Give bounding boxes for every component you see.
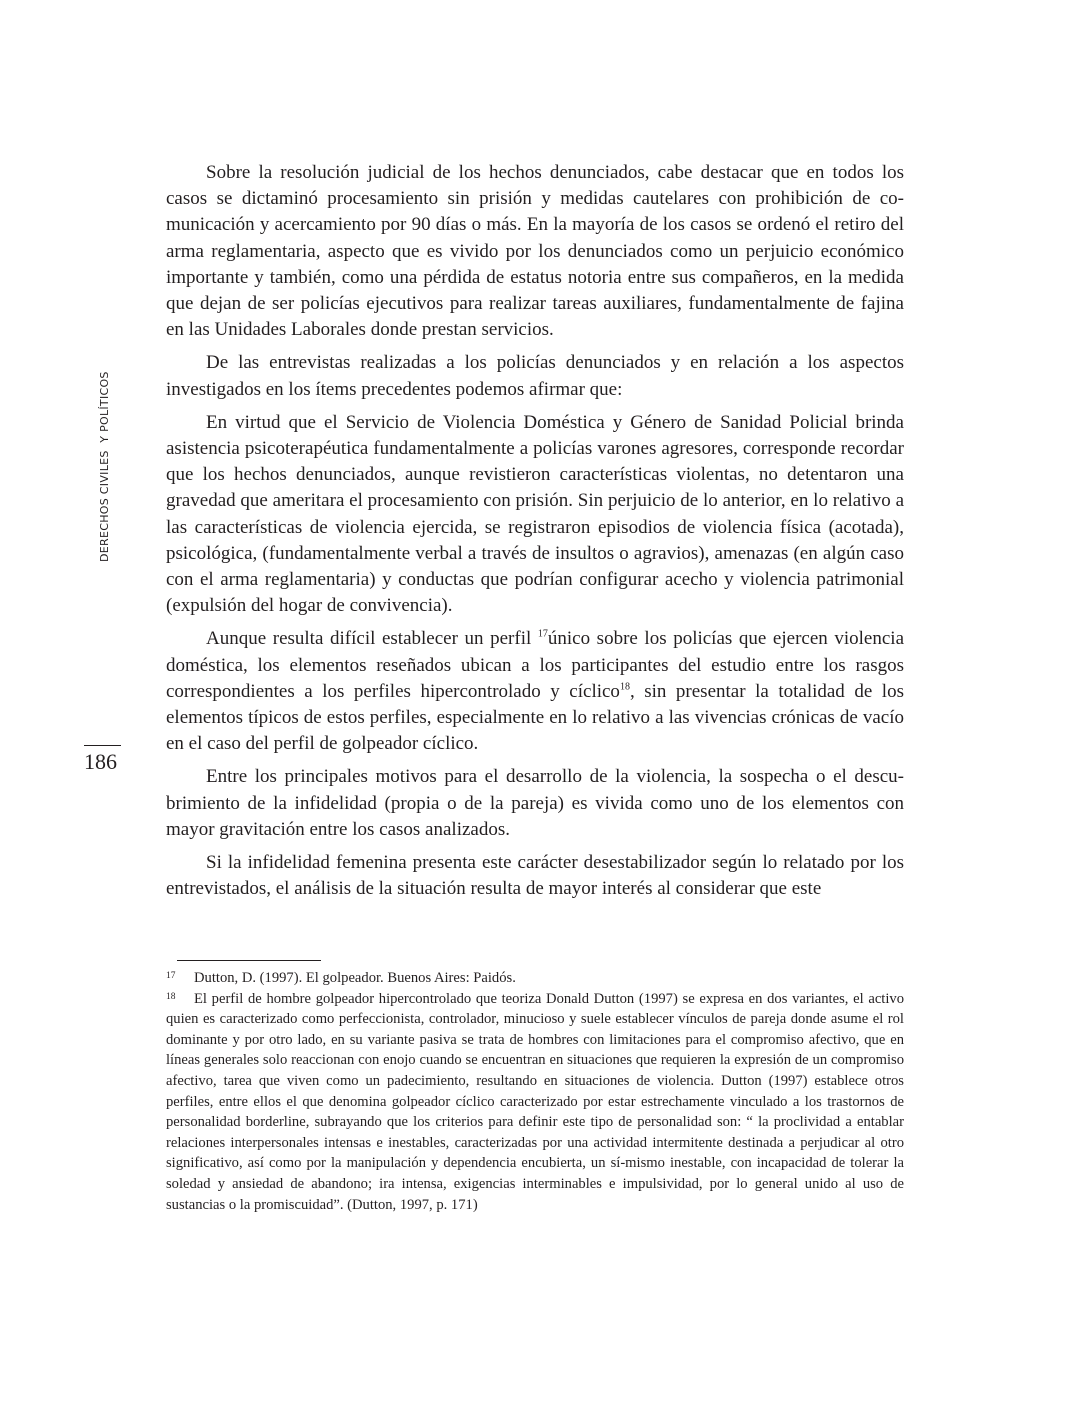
page-number: 186 (84, 749, 117, 774)
running-section-title: DERECHOS CIVILES Y POLÍTICOS (98, 371, 111, 562)
paragraph-resolucion-judicial: Sobre la resolución judicial de los hechos denunciados, cabe destacar que en todos los casos se dictaminó procesamiento sin prisión y medidas cautelares con prohibición de comunicación y acercamiento por 90 días o más. En la mayoría de los casos se ordenó el retiro del arma reglamentaria, aspecto que es vivido por los denunciados como un perjuicio económico importante y también, como una pérdida de estatus notoria entre sus compañeros, en la medida que dejan de ser policías ejecutivos para realizar tareas auxiliares, fundamentalmente de fajina en las Unidades Laborales donde prestan servicios. (166, 162, 904, 341)
footnote-text: Dutton, D. (1997). El golpeador. Buenos Aires: Paidós. (194, 970, 516, 986)
paragraph-entrevistas: De las entrevistas realizadas a los policías denunciados y en relación a los aspectos investigados en los ítems precedentes podemos afirmar que: (166, 352, 904, 400)
footnote-number: 17 (166, 971, 176, 981)
footnote-17 (166, 968, 904, 989)
body-text (166, 160, 904, 909)
footnote-number: 18 (166, 991, 176, 1002)
footnote-text: El perfil de hombre golpeador hipercontrolado que teoriza Donald Dutton (1997) se expresa en dos variantes, el activo quien es caracterizado como perfeccionista, controlador, minucioso y suele establecer vínculos de pareja donde asume el rol dominante y por otro lado, en su variante pasiva se trata de hombres con limitaciones para el compromiso afectivo, que en líneas generales solo reaccionan con enojo cuando se encuentran en situaciones que requieren la expresión de un compromiso afectivo, tarea que viven como un padecimiento, resultando en situaciones de violencia. Dutton (1997) establece otros perfiles, entre ellos el que denomina golpeador cíclico caracterizado por estar estrechamente vinculado a los trastornos de personalidad borderline, subrayando que los criterios para definir este tipo de personalidad son: “ la proclividad a entablar relaciones interpersonales intensas e inestables, caracterizadas por una actividad intermitente destinada a perjudicar al otro significativo, así como por la manipulación y dependencia encubierta, un sí-mismo inestable, con incapacidad de tolerar la soledad y ansiedad de abandono; ira intensa, exigencias interminables e impulsividad, por lo general unido al uso de sustancias o la promiscuidad”. (Dutton, 1997, p. 171) (166, 990, 904, 1213)
paragraph-perfil-text-2: único sobre los policías que ejercen violencia doméstica, los elementos reseñados ubican a los participantes del estudio entre los rasgos correspondientes a los perfiles hipercontrolado y cíclico (166, 628, 904, 702)
page-number-rule (84, 745, 121, 746)
paragraph-servicio-violencia: En virtud que el Servicio de Violencia Doméstica y Género de Sanidad Policial brinda asistencia psicoterapéutica fundamentalmente a policías varones agresores, corresponde recordar que los hechos denunciados, aunque revistieron características violentas, no detentaron una gravedad que ameritara el procesamiento con prisión. Sin perjuicio de lo anterior, en lo relativo a las características de violencia ejercida, se registraron episodios de violencia física (acotada), psicológica, (fundamentalmente verbal a través de insultos o agravios), amenazas (en algún caso con el arma reglamentaria) y conductas que podrían configurar acecho y violencia patrimonial (expulsión del hogar de convivencia). (166, 411, 904, 617)
paragraph-perfil (166, 626, 904, 757)
footnote-separator (177, 960, 321, 961)
paragraph-perfil-text-1: Aunque resulta difícil establecer un perfil (206, 628, 538, 650)
paragraph-motivos: Entre los principales motivos para el desarrollo de la violencia, la sospecha o el descubrimiento de la infidelidad (propia o de la pareja) es vivida como uno de los elementos con mayor gravitación entre los casos analizados. (166, 766, 904, 840)
paragraph-perfil-text-3: , sin presentar la totalidad de los elementos típicos de estos perfiles, especialmente en lo relativo a las vivencias crónicas de vacío en el caso del perfil de golpeador cíclico. (166, 680, 904, 755)
paragraph-infidelidad: Si la infidelidad femenina presenta este carácter desestabilizador según lo relatado por los entrevistados, el análisis de la situación resulta de mayor interés al considerar que este (166, 852, 904, 900)
footnote-ref-18[interactable]: 18 (619, 681, 630, 693)
footnotes (166, 968, 904, 1215)
footnote-ref-17[interactable]: 17 (537, 629, 548, 641)
footnote-18 (166, 989, 904, 1216)
